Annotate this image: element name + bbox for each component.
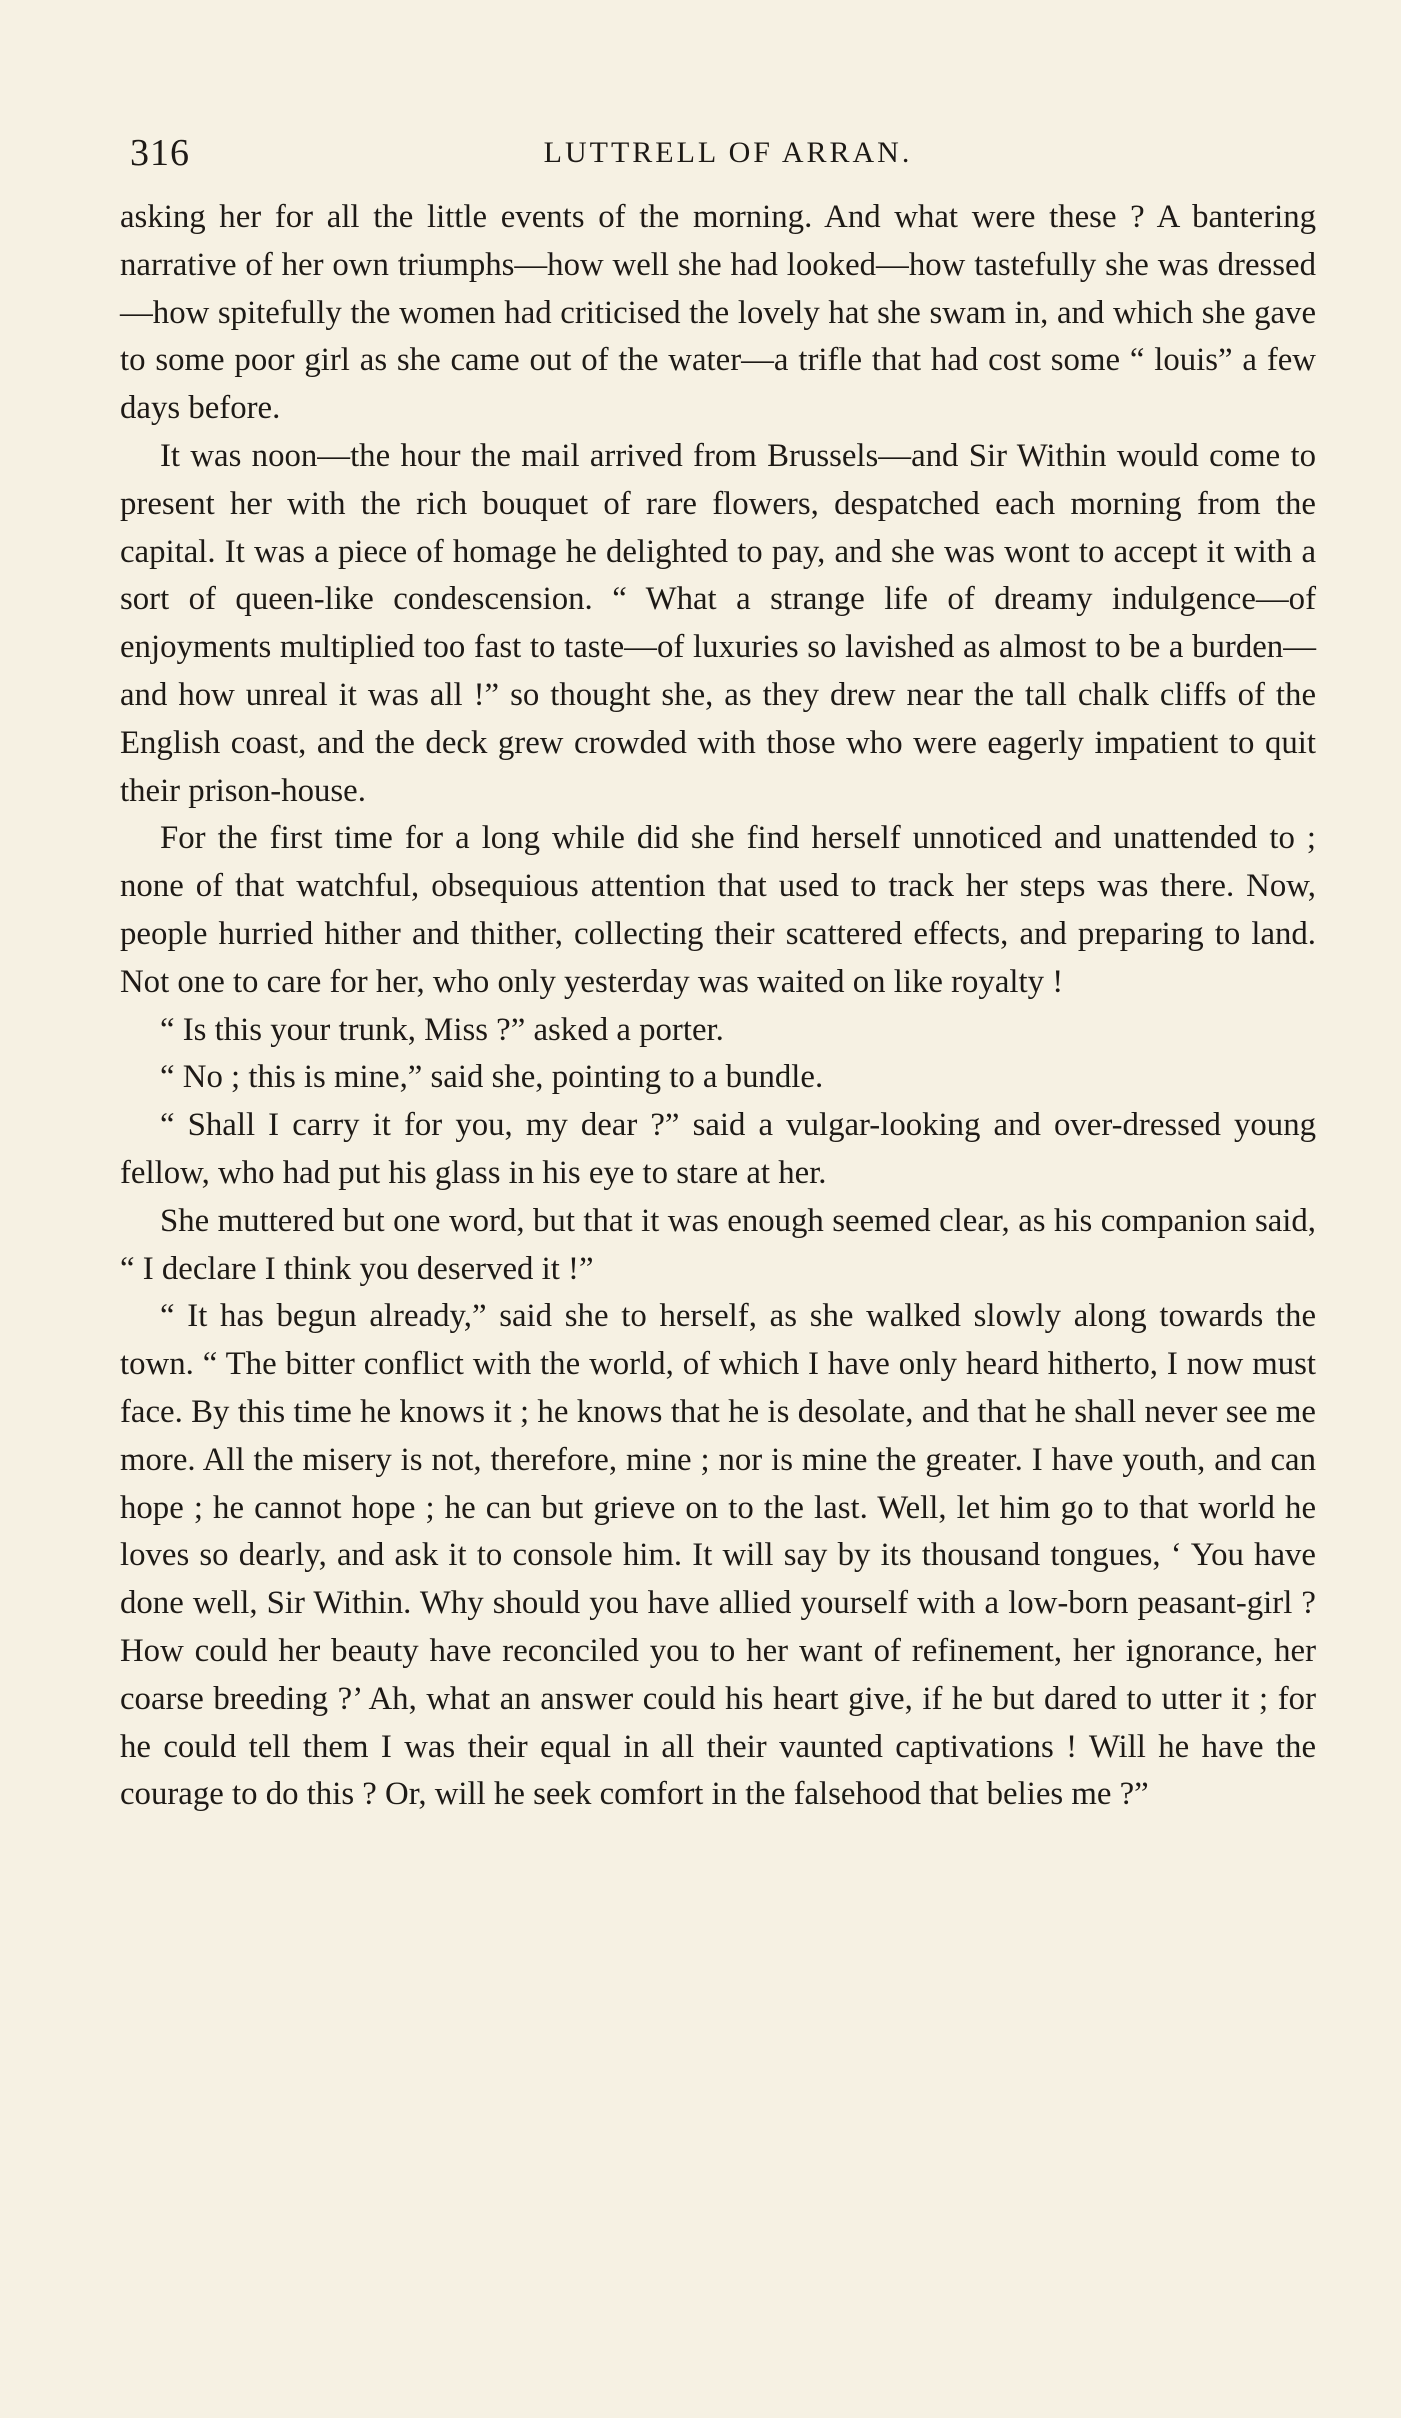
- paragraph: She muttered but one word, but that it was enough seemed clear, as his companion said, “ I declare I think you deserved it !”: [120, 1202, 1316, 1287]
- page-number: 316: [130, 132, 190, 174]
- dialogue-line: “ No ; this is mine,” said she, pointing to a bundle.: [160, 1059, 824, 1096]
- body-text: [120, 194, 1316, 1819]
- paragraph: “ It has begun already,” said she to herself, as she walked slowly along towards the town. “ The bitter conflict with the world, of which I have only heard hitherto, I now must face. By this time he knows it ; he knows that he is desolate, and that he shall never see me more. All the misery is not, therefore, mine ; nor is mine the greater. I have youth, and can hope ; he cannot hope ; he can but grieve on to the last. Well, let him go to that world he loves so dearly, and ask it to console him. It will say by its thousand tongues, ‘ You have done well, Sir Within. Why should you have allied yourself with a low-born peasant-girl ? How could her beauty have reconciled you to her want of refinement, her ignorance, her coarse breeding ?’ Ah, what an answer could his heart give, if he but dared to utter it ; for he could tell them I was their equal in all their vaunted captivations ! Will he have the courage to do this ? Or, will he seek comfort in the falsehood that belies me ?”: [120, 1298, 1316, 1813]
- paragraph: For the first time for a long while did she find herself unnoticed and unattended to ; none of that watchful, obsequious attention that used to track her steps was there. Now, people hurried hither and thither, collecting their scattered effects, and preparing to land. Not one to care for her, who only yesterday was waited on like royalty !: [120, 820, 1316, 1000]
- running-title: LUTTRELL OF ARRAN.: [543, 136, 913, 169]
- running-head: [120, 128, 1336, 178]
- dialogue-line: “ Is this your trunk, Miss ?” asked a porter.: [160, 1011, 724, 1048]
- paragraph: It was noon—the hour the mail arrived from Brussels—and Sir Within would come to present her with the rich bouquet of rare flowers, despatched each morning from the capital. It was a piece of homage he delighted to pay, and she was wont to accept it with a sort of queen-like condescension. “ What a strange life of dreamy indulgence—of enjoyments multiplied too fast to taste—of luxuries so lavished as almost to be a burden—and how unreal it was all !” so thought she, as they drew near the tall chalk cliffs of the English coast, and the deck grew crowded with those who were eagerly impatient to quit their prison-house.: [120, 437, 1316, 809]
- dialogue-line: “ Shall I carry it for you, my dear ?” said a vulgar-looking and over-dressed young fellow, who had put his glass in his eye to stare at her.: [120, 1107, 1316, 1191]
- paragraph-continued: asking her for all the little events of the morning. And what were these ? A bantering narrative of her own triumphs—how well she had looked—how tastefully she was dressed—how spitefully the women had criticised the lovely hat she swam in, and which she gave to some poor girl as she came out of the water—a trifle that had cost some “ louis” a few days before.: [120, 199, 1316, 427]
